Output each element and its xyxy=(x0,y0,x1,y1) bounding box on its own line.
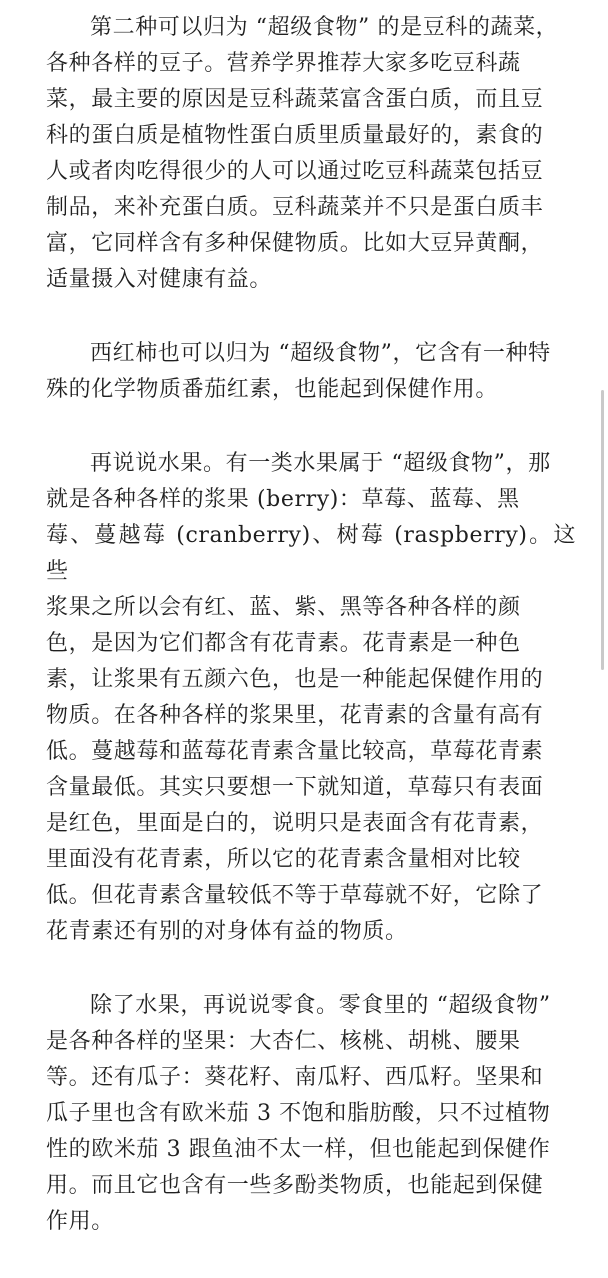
paragraph-nuts: 除了水果，再说说零食。零食里的 “超级食物” 是各种各样的坚果：大杏仁、核桃、胡桃、腰果 等。还有瓜子：葵花籽、南瓜籽、西瓜籽。坚果和 瓜子里也含有欧米茄 3 不饱和脂肪酸，只不过植物 性的欧米茄 3 跟鱼油不太一样，但也能起到保健作 用。而且它也含有一些多酚类物质，也能起到保健 作用。 xyxy=(46,993,551,1234)
paragraph-tomato: 西红柿也可以归为 “超级食物”，它含有一种特 殊的化学物质番茄红素，也能起到保健作用。 xyxy=(46,341,551,402)
article-body xyxy=(46,10,576,1278)
paragraph-berries: 再说说水果。有一类水果属于 “超级食物”，那 就是各种各样的浆果 (berry)：草莓、蓝莓、黑 莓、蔓越莓 (cranberry)、树莓 (raspberry)。这些 浆果之所以会有红、蓝、紫、黑等各种各样的颜 色，是因为它们都含有花青素。花青素是一种色 素，让浆果有五颜六色，也是一种能起保健作用的 物质。在各种各样的浆果里，花青素的含量有高有 低。蔓越莓和蓝莓花青素含量比较高，草莓花青素 含量最低。其实只要想一下就知道，草莓只有表面 是红色，里面是白的，说明只是表面含有花青素， 里面没有花青素，所以它的花青素含量相对比较 低。但花青素含量较低不等于草莓就不好，它除了 花青素还有别的对身体有益的物质。 xyxy=(46,451,576,944)
vertical-scrollbar[interactable] xyxy=(601,390,604,670)
paragraph-legumes: 第二种可以归为 “超级食物” 的是豆科的蔬菜， 各种各样的豆子。营养学界推荐大家多吃豆科蔬 菜，最主要的原因是豆科蔬菜富含蛋白质，而且豆 科的蛋白质是植物性蛋白质里质量最好的，素食的 人或者肉吃得很少的人可以通过吃豆科蔬菜包括豆 制品，来补充蛋白质。豆科蔬菜并不只是蛋白质丰 富，它同样含有多种保健物质。比如大豆异黄酮， 适量摄入对健康有益。 xyxy=(46,15,559,292)
